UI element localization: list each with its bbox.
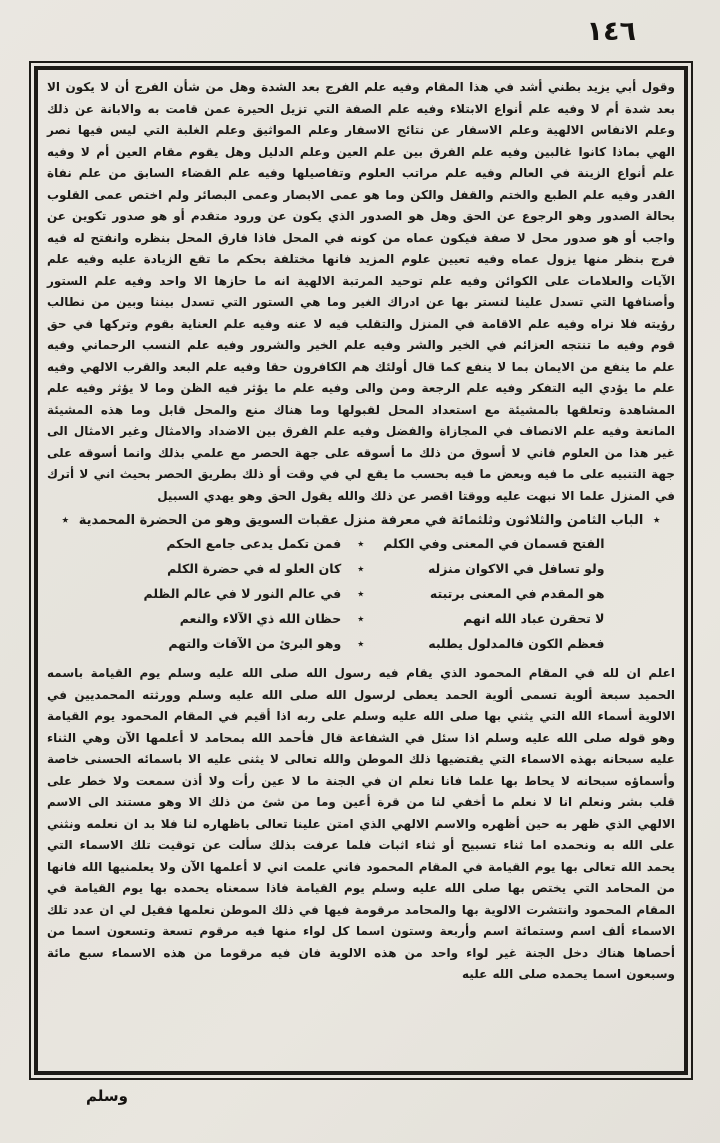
verse-separator-icon: ٭ xyxy=(357,562,365,577)
chapter-heading-text: الباب الثامن والثلاثون وثلثمائة في معرفة منزل عقبات السويق وهو من الحضرة المحمدية xyxy=(78,513,644,528)
verse-separator-icon: ٭ xyxy=(357,587,365,602)
paragraph-before-heading: وقول أبي يزيد بطني أشد في هذا المقام وفيه علم الفرج بعد الشدة وهل من شأن الفرج أن لا يكون الا بعد شدة أم لا وفيه علم أنواع الابتلاء وفيه علم الصفة التي تزيل الحيرة عمن قامت به والابانة عن ذلك وعلم الانفاس الالهية وعلم الاسفار عن نتائج الاسفار وعلم المواثيق وعلم الغلبة التي ليس فيها نصر الهي بماذا كانوا غالبين وفيه علم الفرق بين علم العين وعلم الدليل وهل يقوم مقام العين أم لا وفيه علم أنواع الزينة في العالم وفيه علم مراتب العلوم وتفاصيلها وفيه علم القضاء السابق من علم نفاة القدر وفيه علم الطبع والختم والقفل والكن وما هو عمى الابصار وعمى البصائر ولم اختص عمى القلوب بحالة الصدور وهو الرجوع عن الحق وهل هو الصدور الذي يكون عن ورود متقدم أو هو صدور تكوين عن واجب أو هو صدور محل لا صفة فيكون عماه من كونه في المحل فاذا فارق المحل بنظره وانفتح له فيه فرج بنظر منها يزول عماه وفيه تعيين علوم المزيد فانها مختلفة بحكم ما تقع الزيادة عليه وفيه علم الآيات والعلامات على الكوائن وفيه علم توحيد المرتبة الالهية انه ما حازها الا واحد وفيه علم الستور وأصنافها التي تسدل علينا لنستر بها عن ادراك الغير وما هي الستور التي تسدل بيننا وبين من نطالب رؤيته فلا نراه وفيه علم الاقامة في المنزل والتقلب فيه لا عنه وفيه علم العناية بقوم وتركها في حق قوم وفيه ما تنتجه العزائم في الخير والشر وفيه علم الخير والشرور وفيه علم النسب الرحماني وفيه علم ما ينفع من الايمان بما لا ينفع كما قال أولئك هم الكافرون حقا وفيه علم البعد والقرب الالهي وفيه علم ما يؤدي اليه التفكر وفيه علم الرجعة ومن والى وفيه علم ما يؤثر فيه الظن وما لا يؤثر وفيه علم المشاهدة وتعلقها بالمشيئة مع استعداد المحل لقبولها وما هناك منع والمحل قابل وما هذه المشيئة المانعة وفيه علم الانصاف في المجازاة والفضل وفيه علم الفرق بين الاضداد والامثال وغير الامثال الى غير هذا من العلوم فاني لا أسوق من ذلك ما أسوقه على جهة الحصر مع علمي بذلك وانما أسوقه على جهة التنبيه على ما فيه وبعض ما فيه بحسب ما يقع لي في وقت أو ذلك بطريق الحصر بحيث اني لا أترك في المنزل علما الا نبهت عليه ووقتا اقصر عن ذلك والله يقول الحق وهو يهدي السبيل xyxy=(47,80,675,503)
verse-separator-icon: ٭ xyxy=(357,612,365,627)
catchword: وسلم xyxy=(86,1087,128,1105)
poem-block xyxy=(104,532,619,657)
poem-verse xyxy=(104,532,619,557)
poem-verse xyxy=(104,607,619,632)
paragraph-after-heading: اعلم ان لله في المقام المحمود الذي يقام فيه رسول الله صلى الله عليه وسلم يوم القيامة باسمه الحميد سبعة ألوية تسمى ألوية الحمد يعطى لرسول الله صلى الله عليه وسلم وورثته المحمديين في الالوية أسماء الله التي يثني بها صلى الله عليه وسلم على ربه اذا أقيم في المقام المحمود يوم القيامة وهو قوله صلى الله عليه وسلم اذا سئل في الشفاعة قال فأحمد الله بمحامد لا أعلمها الآن وهي الثناء عليه سبحانه بهذه الاسماء التي يقتضيها ذلك الموطن والله تعالى لا يثنى عليه الا باسمائه الحسنى خاصة وأسماؤه سبحانه لا يحاط بها علما فانا نعلم ان في الجنة ما لا عين رأت ولا أذن سمعت ولا خطر على قلب بشر ونعلم انا لا نعلم ما أخفي لنا من قرة أعين وما من شئ من ذلك الا وهو مستند الى الاسم الالهي الذي ظهر به حين أظهره والاسم الالهي الذي امتن علينا تعالى باظهاره لنا فلا بد ان نعلمه ونثني على الله به ونحمده اما ثناء تسبيح أو ثناء اثبات فلما عرفت بذلك سألت عن توقيت تلك الاسماء التي يحمد الله تعالى بها يوم القيامة في المقام المحمود فاني علمت اني لا أعلمها الآن ولا يعلمنيها الله فانها من المحامد التي يختص بها صلى الله عليه وسلم يوم القيامة فاذا سمعناه يحمده بها يوم القيامة في المقام المحمود وانتشرت الالوية بها والمحامد مرقومة فيها في ذلك الموطن نعلمها فقيل لي ان عدد تلك الاسماء ألف اسم وستمائة اسم وأربعة وستون اسما كل لواء منها فيه مرقوم تسعة وتسعون اسما من أحصاها هناك دخل الجنة غير لواء واحد من هذه الالوية فان فيه مرقوما من هذه الاسماء سبع مائة وسبعون اسما يحمده صلى الله عليه xyxy=(47,666,675,981)
heading-ornament-left-icon: ٭ xyxy=(61,512,70,528)
chapter-heading xyxy=(47,512,675,528)
heading-ornament-right-icon: ٭ xyxy=(652,512,661,528)
hemistich-second: كان العلو له في حضرة الكلم xyxy=(167,561,342,576)
hemistich-first: لا تحقرن عباد الله انهم xyxy=(463,611,605,626)
verse-separator-icon: ٭ xyxy=(357,537,365,552)
hemistich-second: حظان الله ذي الآلاء والنعم xyxy=(179,611,342,626)
hemistich-second: وهو البرئ من الآفات والتهم xyxy=(168,636,342,651)
page-number: ١٤٦ xyxy=(586,16,636,47)
hemistich-first: هو المقدم في المعنى برتبته xyxy=(429,586,605,601)
hemistich-first: ولو تسافل في الاكوان منزله xyxy=(427,561,605,576)
hemistich-second: فمن تكمل يدعى جامع الحكم xyxy=(166,536,342,551)
page-border-frame xyxy=(29,61,693,1080)
hemistich-second: في عالم النور لا في عالم الظلم xyxy=(143,586,342,601)
hemistich-first: فعظم الكون فالمدلول يطلبه xyxy=(428,636,605,651)
hemistich-first: الفتح قسمان في المعنى وفي الكلم xyxy=(383,536,605,551)
poem-verse xyxy=(104,632,619,657)
poem-verse xyxy=(104,557,619,582)
verse-separator-icon: ٭ xyxy=(357,637,365,652)
poem-verse xyxy=(104,582,619,607)
page-border-frame-inner xyxy=(34,66,688,1075)
